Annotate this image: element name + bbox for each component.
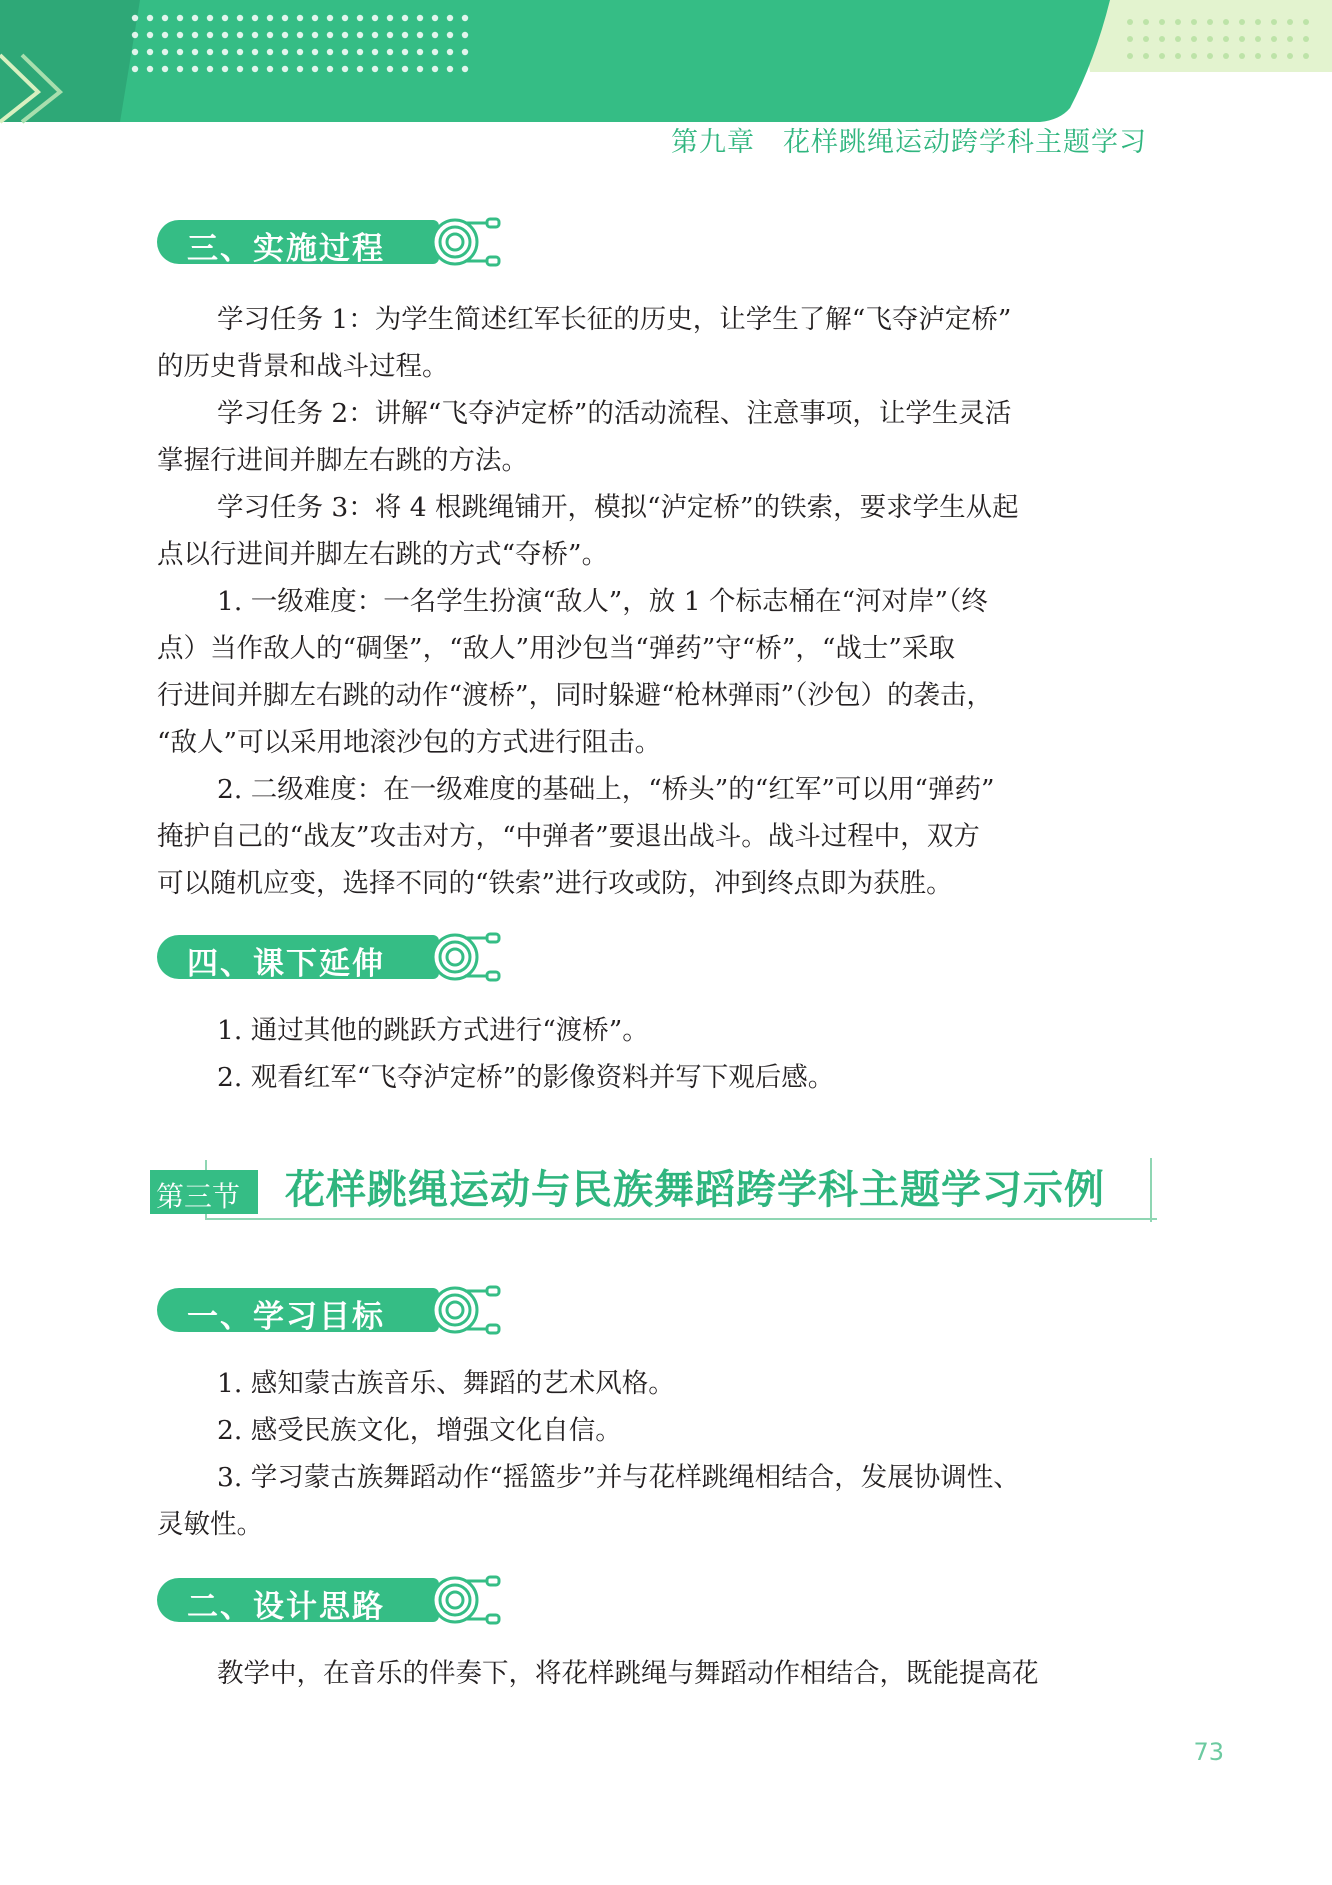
paragraph-line: 学习任务 3：将 4 根跳绳铺开，模拟“泸定桥”的铁索，要求学生从起 (217, 492, 1019, 523)
extension-text (157, 1007, 1157, 1101)
jump-rope-icon (425, 932, 505, 982)
list-item: 1. 通过其他的跳跃方式进行“渡桥”。 (217, 1015, 649, 1046)
section-label: 三、实施过程 (187, 231, 385, 267)
design-text (157, 1650, 1157, 1697)
paragraph-line: 行进间并脚左右跳的动作“渡桥”，同时躲避“枪林弹雨”（沙包）的袭击， (157, 680, 993, 711)
jump-rope-icon (425, 1285, 505, 1335)
section3-badge-label: 第三节 (156, 1180, 241, 1213)
section3-heading (150, 1158, 1160, 1228)
section-label: 四、课下延伸 (187, 946, 385, 982)
paragraph-line: 的历史背景和战斗过程。 (157, 351, 449, 382)
list-item: 2. 感受民族文化，增强文化自信。 (217, 1415, 622, 1446)
paragraph-line: 1. 一级难度：一名学生扮演“敌人”，放 1 个标志桶在“河对岸”（终 (217, 586, 988, 617)
section-heading-implementation (157, 217, 497, 267)
paragraph-line: “敌人”可以采用地滚沙包的方式进行阻击。 (157, 727, 662, 758)
chapter-title: 第九章 花样跳绳运动跨学科主题学习 (671, 127, 1147, 158)
paragraph-line: 点）当作敌人的“碉堡”，“敌人”用沙包当“弹药”守“桥”，“战士”采取 (157, 633, 955, 664)
header-band (0, 0, 1332, 125)
section3-title: 花样跳绳运动与民族舞蹈跨学科主题学习示例 (285, 1167, 1105, 1213)
list-item: 灵敏性。 (157, 1509, 263, 1540)
jump-rope-icon (425, 1575, 505, 1625)
paragraph-line: 学习任务 1：为学生简述红军长征的历史，让学生了解“飞夺泸定桥” (217, 304, 1012, 335)
paragraph-line: 学习任务 2：讲解“飞夺泸定桥”的活动流程、注意事项，让学生灵活 (217, 398, 1012, 429)
implementation-text (157, 296, 1157, 907)
page-number: 73 (1193, 1738, 1224, 1766)
paragraph-line: 掌握行进间并脚左右跳的方法。 (157, 445, 528, 476)
list-item: 3. 学习蒙古族舞蹈动作“摇篮步”并与花样跳绳相结合，发展协调性、 (217, 1462, 1020, 1493)
paragraph-line: 2. 二级难度：在一级难度的基础上，“桥头”的“红军”可以用“弹药” (217, 774, 995, 805)
paragraph-line: 可以随机应变，选择不同的“铁索”进行攻或防，冲到终点即为获胜。 (157, 868, 953, 899)
paragraph-line: 掩护自己的“战友”攻击对方，“中弹者”要退出战斗。战斗过程中，双方 (157, 821, 980, 852)
section-heading-extension (157, 932, 497, 982)
section-label: 一、学习目标 (187, 1299, 385, 1335)
list-item: 2. 观看红军“飞夺泸定桥”的影像资料并写下观后感。 (217, 1062, 835, 1093)
section3-badge (150, 1170, 258, 1214)
section-heading-design (157, 1575, 497, 1625)
heading-frame-end (1150, 1158, 1152, 1222)
jump-rope-icon (425, 217, 505, 267)
paragraph-line: 点以行进间并脚左右跳的方式“夺桥”。 (157, 539, 609, 570)
paragraph-line: 教学中，在音乐的伴奏下，将花样跳绳与舞蹈动作相结合，既能提高花 (217, 1658, 1039, 1689)
section-label: 二、设计思路 (187, 1589, 385, 1625)
section-heading-objectives (157, 1285, 497, 1335)
list-item: 1. 感知蒙古族音乐、舞蹈的艺术风格。 (217, 1368, 675, 1399)
objectives-text (157, 1360, 1157, 1548)
